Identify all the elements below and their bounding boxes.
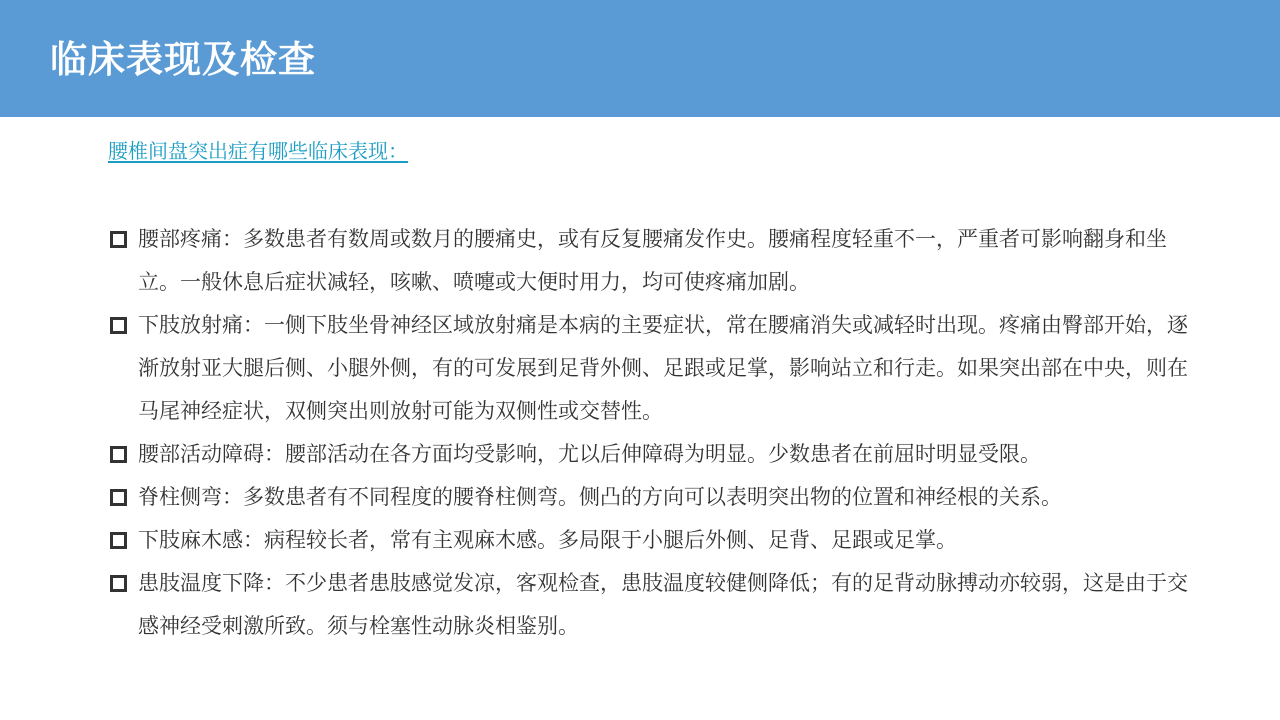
- page-title: 临床表现及检查: [50, 38, 316, 81]
- list-item: [108, 304, 1208, 433]
- hollow-square-bullet-icon: [110, 489, 127, 506]
- hollow-square-bullet-icon: [110, 317, 127, 334]
- hollow-square-bullet-icon: [110, 532, 127, 549]
- hollow-square-bullet-icon: [110, 446, 127, 463]
- header-bar: [0, 0, 1280, 117]
- list-item: [108, 519, 1208, 562]
- hollow-square-bullet-icon: [110, 575, 127, 592]
- list-item: [108, 218, 1208, 304]
- list-item: [108, 476, 1208, 519]
- list-item-text: 下肢放射痛：一侧下肢坐骨神经区域放射痛是本病的主要症状，常在腰痛消失或减轻时出现。疼痛由臀部开始，逐渐放射亚大腿后侧、小腿外侧，有的可发展到足背外侧、足跟或足掌，影响站立和行走。如果突出部在中央，则在马尾神经症状，双侧突出则放射可能为双侧性或交替性。: [138, 313, 1188, 423]
- list-item-text: 患肢温度下降：不少患者患肢感觉发凉，客观检查，患肢温度较健侧降低；有的足背动脉搏动亦较弱，这是由于交感神经受刺激所致。须与栓塞性动脉炎相鉴别。: [138, 571, 1188, 638]
- list-item-text: 下肢麻木感：病程较长者，常有主观麻木感。多局限于小腿后外侧、足背、足跟或足掌。: [138, 528, 957, 552]
- subtitle-link[interactable]: 腰椎间盘突出症有哪些临床表现：: [108, 139, 408, 163]
- list-item-text: 脊柱侧弯：多数患者有不同程度的腰脊柱侧弯。侧凸的方向可以表明突出物的位置和神经根的关系。: [138, 485, 1062, 509]
- hollow-square-bullet-icon: [110, 231, 127, 248]
- list-item: [108, 562, 1208, 648]
- list-item: [108, 433, 1208, 476]
- list-item-text: 腰部活动障碍：腰部活动在各方面均受影响，尤以后伸障碍为明显。少数患者在前屈时明显受限。: [138, 442, 1041, 466]
- list-item-text: 腰部疼痛：多数患者有数周或数月的腰痛史，或有反复腰痛发作史。腰痛程度轻重不一，严重者可影响翻身和坐立。一般休息后症状减轻，咳嗽、喷嚏或大便时用力，均可使疼痛加剧。: [138, 227, 1167, 294]
- symptom-list: [108, 218, 1208, 648]
